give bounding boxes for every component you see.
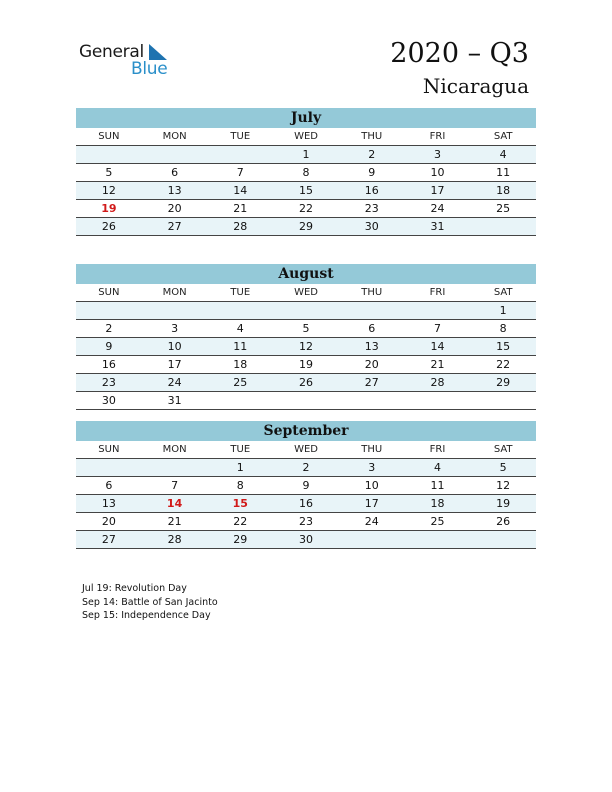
- holiday-note: Jul 19: Revolution Day: [82, 583, 187, 594]
- date-cell: 15: [299, 184, 314, 197]
- date-cell: 17: [430, 184, 445, 197]
- date-cell: 12: [496, 479, 511, 492]
- month-calendar-august: [76, 264, 536, 410]
- weekday-label: WED: [294, 131, 318, 142]
- weekday-label: TUE: [230, 444, 251, 455]
- weekday-label: FRI: [429, 287, 446, 298]
- date-cell: 26: [101, 220, 116, 233]
- date-cell: [142, 146, 208, 163]
- week-row: [76, 320, 536, 338]
- month-title: September: [76, 421, 536, 441]
- week-row: [76, 356, 536, 374]
- weekday-label: SUN: [98, 131, 120, 142]
- week-row: [76, 374, 536, 392]
- date-cell: 16: [299, 497, 314, 510]
- date-cell: 18: [496, 184, 511, 197]
- weekday-header-row: [76, 128, 536, 146]
- weekday-label: SUN: [98, 287, 120, 298]
- weekday-label: SAT: [493, 131, 513, 142]
- week-row: [76, 495, 536, 513]
- date-cell: 8: [236, 479, 244, 492]
- date-cell: 17: [167, 358, 182, 371]
- date-cell: [339, 302, 405, 319]
- date-cell: 20: [167, 202, 182, 215]
- date-cell: 5: [499, 461, 507, 474]
- date-cell: 6: [105, 479, 113, 492]
- date-cell: 3: [433, 148, 441, 161]
- date-cell: [273, 302, 339, 319]
- weekday-header-row: [76, 284, 536, 302]
- date-cell: 4: [499, 148, 507, 161]
- date-cell: 25: [430, 515, 445, 528]
- date-cell: [207, 302, 273, 319]
- weekday-label: WED: [294, 287, 318, 298]
- date-cell: 9: [302, 479, 310, 492]
- week-row: [76, 477, 536, 495]
- page-title: 2020 – Q3: [390, 38, 529, 69]
- month-calendar-july: [76, 108, 536, 236]
- date-cell: 23: [299, 515, 314, 528]
- date-cell: 30: [101, 394, 116, 407]
- date-cell: 1: [302, 148, 310, 161]
- date-cell: [470, 392, 536, 409]
- week-row: [76, 531, 536, 549]
- week-row: [76, 513, 536, 531]
- date-cell: 18: [430, 497, 445, 510]
- week-row: [76, 218, 536, 236]
- date-cell: 25: [233, 376, 248, 389]
- date-cell: 25: [496, 202, 511, 215]
- week-row: [76, 164, 536, 182]
- date-cell: 28: [167, 533, 182, 546]
- date-cell: 19: [299, 358, 314, 371]
- date-cell: 28: [233, 220, 248, 233]
- date-cell: [405, 302, 471, 319]
- weekday-label: TUE: [230, 287, 251, 298]
- date-cell: [207, 146, 273, 163]
- date-cell: 30: [299, 533, 314, 546]
- week-row: [76, 182, 536, 200]
- date-cell: 6: [171, 166, 179, 179]
- date-cell: 27: [167, 220, 182, 233]
- date-cell: 30: [364, 220, 379, 233]
- week-row: [76, 459, 536, 477]
- holiday-note: Sep 14: Battle of San Jacinto: [82, 596, 218, 608]
- date-cell: 3: [368, 461, 376, 474]
- date-cell: 1: [236, 461, 244, 474]
- date-cell: [142, 302, 208, 319]
- date-cell: [405, 392, 471, 409]
- weekday-label: SUN: [98, 444, 120, 455]
- weekday-label: TUE: [230, 131, 251, 142]
- month-title: August: [76, 264, 536, 284]
- date-cell: 8: [302, 166, 310, 179]
- date-cell: 10: [364, 479, 379, 492]
- date-cell: 11: [430, 479, 445, 492]
- date-cell: 22: [496, 358, 511, 371]
- date-cell: 7: [236, 166, 244, 179]
- date-cell: [76, 459, 142, 476]
- date-cell: 5: [105, 166, 113, 179]
- date-cell: 5: [302, 322, 310, 335]
- date-cell: 8: [499, 322, 507, 335]
- date-cell: 26: [496, 515, 511, 528]
- weekday-label: THU: [361, 444, 383, 455]
- weekday-label: MON: [162, 131, 187, 142]
- date-cell: 1: [499, 304, 507, 317]
- date-cell: 31: [167, 394, 182, 407]
- date-cell: [142, 459, 208, 476]
- date-cell: 26: [299, 376, 314, 389]
- logo-text-blue: Blue: [131, 59, 168, 79]
- week-row: [76, 146, 536, 164]
- date-cell: 16: [364, 184, 379, 197]
- date-cell: [207, 392, 273, 409]
- weekday-label: SAT: [493, 444, 513, 455]
- date-cell: 12: [299, 340, 314, 353]
- weekday-label: WED: [294, 444, 318, 455]
- date-cell: 3: [171, 322, 179, 335]
- date-cell: 22: [299, 202, 314, 215]
- date-cell: 24: [364, 515, 379, 528]
- date-cell: 10: [430, 166, 445, 179]
- date-cell: [339, 392, 405, 409]
- holiday-date-cell: 15: [232, 497, 248, 510]
- date-cell: [273, 392, 339, 409]
- date-cell: 7: [433, 322, 441, 335]
- weekday-label: SAT: [493, 287, 513, 298]
- date-cell: 27: [101, 533, 116, 546]
- weekday-label: THU: [361, 131, 383, 142]
- date-cell: 14: [430, 340, 445, 353]
- weekday-label: THU: [361, 287, 383, 298]
- date-cell: 23: [101, 376, 116, 389]
- date-cell: 28: [430, 376, 445, 389]
- holiday-date-cell: 19: [101, 202, 117, 215]
- date-cell: 21: [167, 515, 182, 528]
- date-cell: [76, 302, 142, 319]
- date-cell: 7: [171, 479, 179, 492]
- date-cell: 13: [364, 340, 379, 353]
- date-cell: 20: [101, 515, 116, 528]
- date-cell: 11: [496, 166, 511, 179]
- date-cell: 14: [233, 184, 248, 197]
- week-row: [76, 392, 536, 410]
- date-cell: 13: [167, 184, 182, 197]
- date-cell: 24: [430, 202, 445, 215]
- date-cell: [470, 218, 536, 235]
- holiday-date-cell: 14: [166, 497, 183, 510]
- date-cell: 22: [233, 515, 248, 528]
- date-cell: [470, 531, 536, 548]
- date-cell: 18: [233, 358, 248, 371]
- date-cell: 20: [364, 358, 379, 371]
- date-cell: 10: [167, 340, 182, 353]
- date-cell: 11: [233, 340, 248, 353]
- date-cell: 4: [433, 461, 441, 474]
- logo: [79, 42, 179, 82]
- holiday-notes: [82, 582, 218, 623]
- weekday-label: MON: [162, 287, 187, 298]
- date-cell: 23: [364, 202, 379, 215]
- date-cell: 17: [364, 497, 379, 510]
- weekday-label: FRI: [429, 131, 446, 142]
- date-cell: 29: [496, 376, 511, 389]
- date-cell: 9: [368, 166, 376, 179]
- date-cell: 24: [167, 376, 182, 389]
- month-title: July: [76, 108, 536, 128]
- date-cell: 21: [430, 358, 445, 371]
- country-name: Nicaragua: [422, 74, 529, 98]
- date-cell: 12: [101, 184, 116, 197]
- weekday-header-row: [76, 441, 536, 459]
- date-cell: 19: [496, 497, 511, 510]
- logo-text-general: General: [79, 42, 144, 62]
- week-row: [76, 200, 536, 218]
- date-cell: 21: [233, 202, 248, 215]
- month-calendar-september: [76, 421, 536, 549]
- date-cell: 15: [496, 340, 511, 353]
- date-cell: [339, 531, 405, 548]
- date-cell: 29: [233, 533, 248, 546]
- weekday-label: MON: [162, 444, 187, 455]
- week-row: [76, 302, 536, 320]
- date-cell: 2: [105, 322, 113, 335]
- weekday-label: FRI: [429, 444, 446, 455]
- date-cell: 13: [101, 497, 116, 510]
- date-cell: 2: [368, 148, 376, 161]
- date-cell: 2: [302, 461, 310, 474]
- date-cell: 16: [101, 358, 116, 371]
- date-cell: 6: [368, 322, 376, 335]
- week-row: [76, 338, 536, 356]
- date-cell: 31: [430, 220, 445, 233]
- date-cell: 9: [105, 340, 113, 353]
- date-cell: [76, 146, 142, 163]
- date-cell: [405, 531, 471, 548]
- date-cell: 4: [236, 322, 244, 335]
- date-cell: 29: [299, 220, 314, 233]
- date-cell: 27: [364, 376, 379, 389]
- holiday-note: Sep 15: Independence Day: [82, 610, 211, 621]
